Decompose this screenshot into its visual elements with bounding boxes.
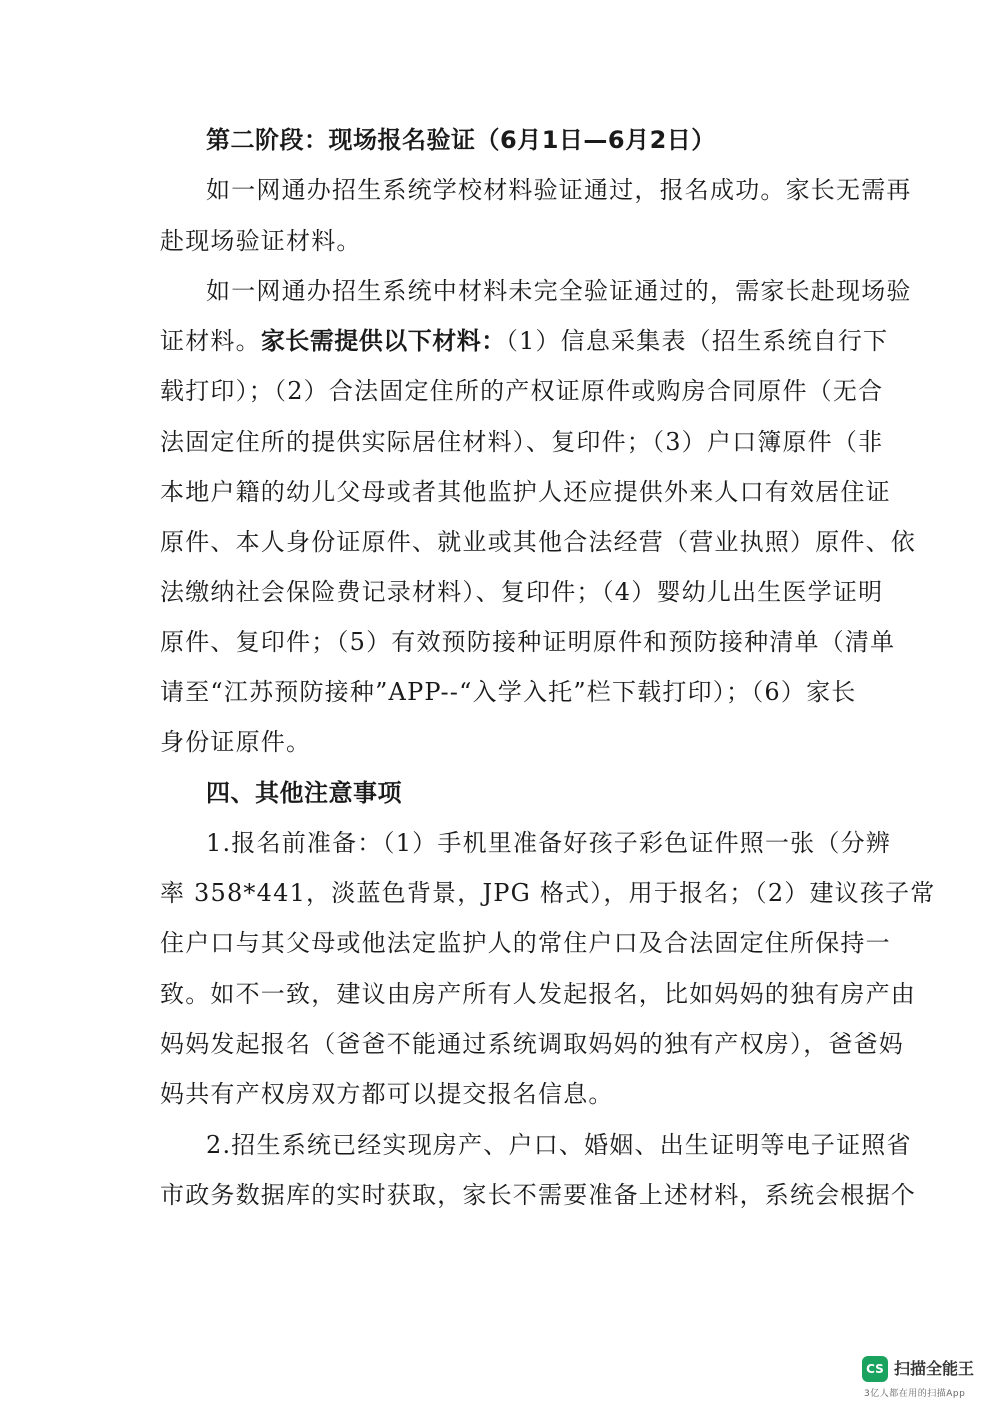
stage2-paragraph2-line3: 载打印）；（2）合法固定住所的产权证原件或购房合同原件（无合 bbox=[160, 377, 884, 405]
item1-line3: 住户口与其父母或他法定监护人的常住户口及合法固定住所保持一 bbox=[160, 929, 891, 957]
materials-required-label: 家长需提供以下材料： bbox=[260, 327, 506, 355]
stage2-paragraph2-line1: 如一网通办招生系统中材料未完全验证通过的，需家长赴现场验 bbox=[206, 277, 912, 305]
stage2-paragraph2-line6: 原件、本人身份证原件、就业或其他合法经营（营业执照）原件、依 bbox=[160, 528, 916, 556]
section4-heading: 四、其他注意事项 bbox=[206, 779, 402, 807]
camscanner-logo-icon: CS bbox=[862, 1356, 888, 1382]
watermark-title: 扫描全能王 bbox=[894, 1359, 975, 1378]
materials-item1: （1）信息采集表（招生系统自行下 bbox=[505, 327, 889, 355]
watermark-subtitle: 3亿人都在用的扫描App bbox=[864, 1389, 966, 1399]
stage2-paragraph2-line8: 原件、复印件；（5）有效预防接种证明原件和预防接种清单（清单 bbox=[160, 628, 896, 656]
stage2-paragraph1-line2: 赴现场验证材料。 bbox=[160, 227, 362, 255]
item1-line2: 率 358*441，淡蓝色背景，JPG 格式），用于报名；（2）建议孩子常 bbox=[160, 879, 936, 907]
item2-line1: 2.招生系统已经实现房产、户口、婚姻、出生证明等电子证照省 bbox=[206, 1131, 912, 1159]
stage2-paragraph2-line10: 身份证原件。 bbox=[160, 728, 312, 756]
stage2-paragraph1-line1: 如一网通办招生系统学校材料验证通过，报名成功。家长无需再 bbox=[206, 176, 912, 204]
stage2-paragraph2-line2 bbox=[160, 324, 889, 358]
stage2-paragraph2-line9: 请至“江苏预防接种”APP--“入学入托”栏下载打印）；（6）家长 bbox=[160, 678, 857, 706]
item1-line5: 妈妈发起报名（爸爸不能通过系统调取妈妈的独有产权房），爸爸妈 bbox=[160, 1030, 904, 1058]
stage2-paragraph2-line7: 法缴纳社会保险费记录材料）、复印件；（4）婴幼儿出生医学证明 bbox=[160, 578, 884, 606]
stage2-paragraph2-line5: 本地户籍的幼儿父母或者其他监护人还应提供外来人口有效居住证 bbox=[160, 478, 891, 506]
item1-line1: 1.报名前准备：（1）手机里准备好孩子彩色证件照一张（分辨 bbox=[206, 829, 891, 857]
stage2-paragraph2-line4: 法固定住所的提供实际居住材料）、复印件；（3）户口簿原件（非 bbox=[160, 428, 884, 456]
stage2-heading: 第二阶段：现场报名验证（6月1日—6月2日） bbox=[206, 126, 716, 154]
item1-line6: 妈共有产权房双方都可以提交报名信息。 bbox=[160, 1080, 614, 1108]
item1-line4: 致。如不一致，建议由房产所有人发起报名，比如妈妈的独有房产由 bbox=[160, 980, 916, 1008]
materials-text-prefix: 证材料。 bbox=[160, 327, 261, 355]
item2-line2: 市政务数据库的实时获取，家长不需要准备上述材料，系统会根据个 bbox=[160, 1181, 916, 1209]
scanner-watermark bbox=[862, 1356, 992, 1406]
